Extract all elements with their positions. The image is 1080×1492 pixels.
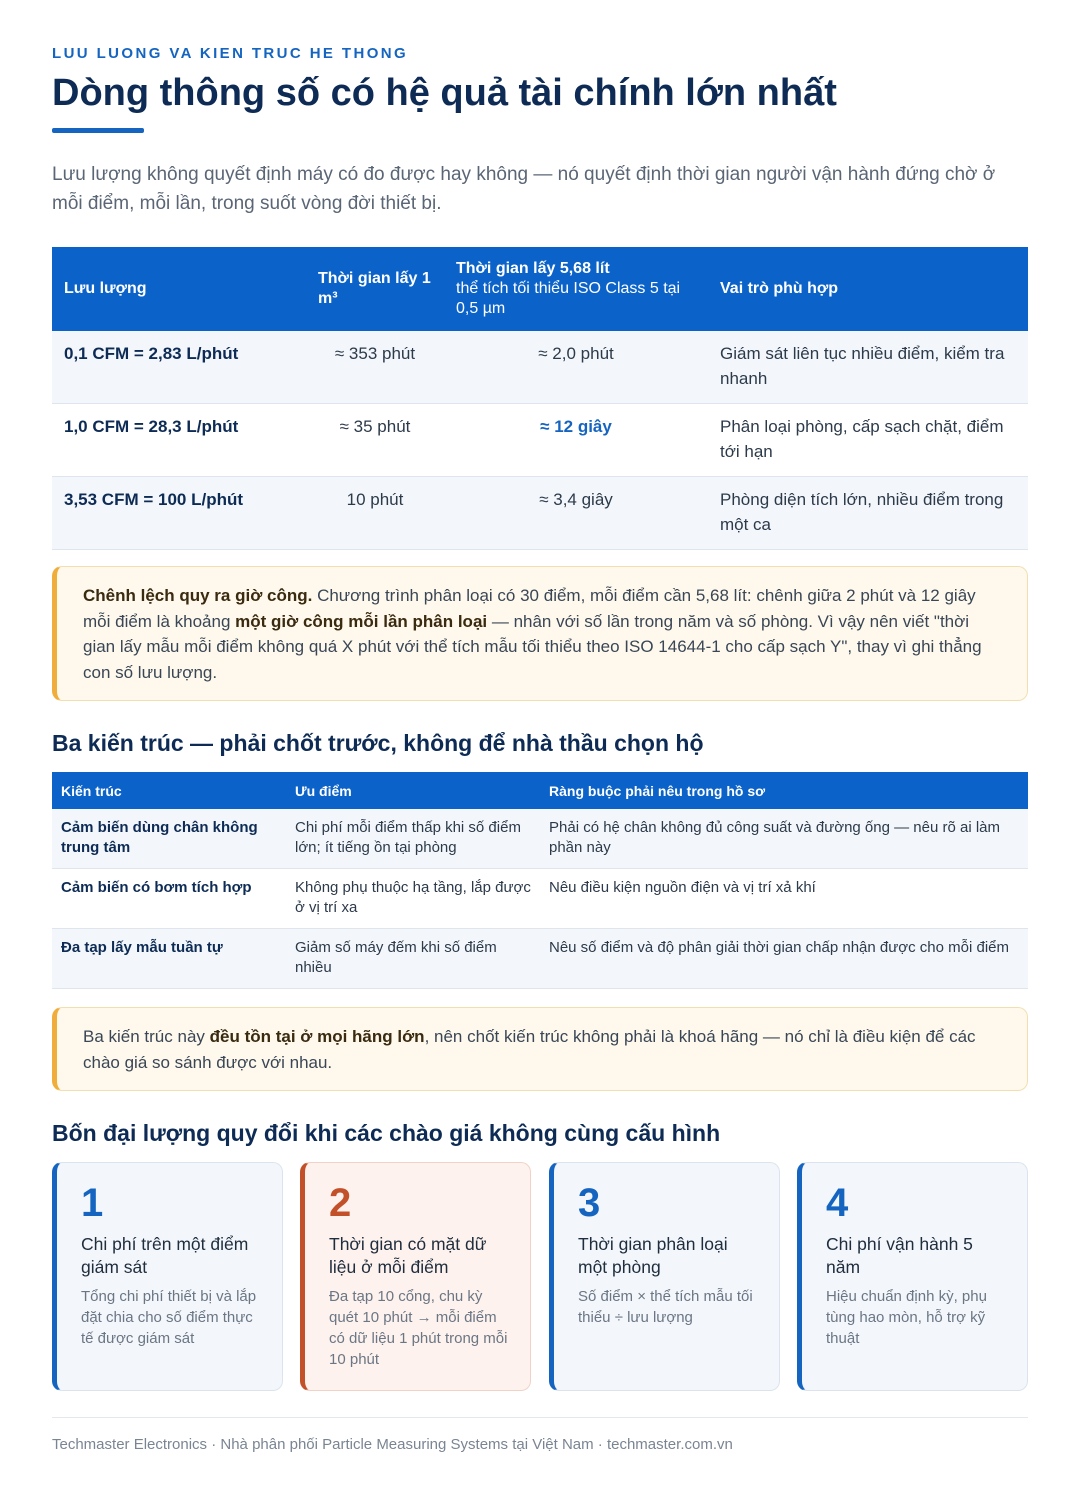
- conversion-heading: Bốn đại lượng quy đổi khi các chào giá không cùng cấu hình: [52, 1120, 721, 1146]
- table-row: [52, 404, 1028, 477]
- cell-architecture: Cảm biến có bơm tích hợp: [52, 869, 286, 929]
- cell-architecture: Cảm biến dùng chân không trung tâm: [52, 809, 286, 869]
- intro-paragraph: Lưu lượng không quyết định máy có đo được hay không — nó quyết định thời gian người vận hành đứng chờ ở mỗi điểm, mỗi lần, trong suốt vòng đời thiết bị.: [52, 164, 996, 214]
- card-title: Thời gian phân loại một phòng: [578, 1234, 728, 1277]
- metric-card: [52, 1162, 283, 1391]
- card-title: Chi phí trên một điểm giám sát: [81, 1234, 249, 1277]
- architecture-heading: Ba kiến trúc — phải chốt trước, không để nhà thầu chọn hộ: [52, 730, 704, 756]
- cell-pros: Không phụ thuộc hạ tầng, lắp được ở vị trí xa: [286, 869, 540, 929]
- header-pros: Ưu điểm: [286, 772, 540, 809]
- cell-time-568: ≈ 2,0 phút: [444, 331, 708, 404]
- card-title: Chi phí vận hành 5 năm: [826, 1234, 973, 1277]
- cell-role: Phòng diện tích lớn, nhiều điểm trong một ca: [708, 477, 1028, 550]
- table-row: [52, 929, 1028, 989]
- card-description: Hiệu chuẩn định kỳ, phụ tùng hao mòn, hỗ trợ kỹ thuật: [826, 1288, 987, 1347]
- flow-rate-table: [52, 247, 1028, 550]
- page-title: Dòng thông số có hệ quả tài chính lớn nhất: [52, 72, 837, 114]
- card-number: 2: [329, 1181, 352, 1225]
- cell-constraints: Nêu điều kiện nguồn điện và vị trí xả khí: [540, 869, 1028, 929]
- flow-table-header: [52, 247, 1028, 331]
- title-underline: [52, 128, 144, 133]
- header-architecture: Kiến trúc: [52, 772, 286, 809]
- cell-time-568-highlight: ≈ 12 giây: [444, 404, 708, 477]
- metric-card-highlighted: [300, 1162, 531, 1391]
- cell-pros: Chi phí mỗi điểm thấp khi số điểm lớn; ít tiếng ồn tại phòng: [286, 809, 540, 869]
- card-title: Thời gian có mặt dữ liệu ở mỗi điểm: [329, 1234, 487, 1277]
- cell-constraints: Phải có hệ chân không đủ công suất và đường ống — nêu rõ ai làm phần này: [540, 809, 1028, 869]
- cell-constraints: Nêu số điểm và độ phân giải thời gian chấp nhận được cho mỗi điểm: [540, 929, 1028, 989]
- table-row: [52, 331, 1028, 404]
- header-role: Vai trò phù hợp: [708, 247, 1028, 331]
- cell-time-1m3: ≈ 353 phút: [306, 331, 444, 404]
- header-time-568-title: Thời gian lấy 5,68 lít: [456, 260, 610, 277]
- callout-text: — nhân với số lần trong năm và số phòng. Vì vậy nên viết "thời gian lấy mẫu mỗi điểm không quá X phút với thể tích mẫu tối thiểu theo ISO 14644-1 cho cấp sạch Y", thay vì ghi thẳng con số lưu lượng.: [83, 611, 982, 682]
- cell-flow: 0,1 CFM = 2,83 L/phút: [52, 331, 306, 404]
- cell-flow: 1,0 CFM = 28,3 L/phút: [52, 404, 306, 477]
- footer-divider: [52, 1417, 1028, 1418]
- callout-bold-emphasis: đều tồn tại ở mọi hãng lớn: [209, 1027, 425, 1046]
- conversion-cards: [52, 1162, 1028, 1391]
- section-eyebrow: LUU LUONG VA KIEN TRUC HE THONG: [52, 45, 409, 62]
- metric-card: [797, 1162, 1028, 1391]
- cell-role: Phân loại phòng, cấp sạch chặt, điểm tới hạn: [708, 404, 1028, 477]
- architecture-table-header: [52, 772, 1028, 809]
- card-number: 3: [578, 1181, 601, 1225]
- callout-bold-lead: Chênh lệch quy ra giờ công.: [83, 586, 313, 605]
- card-description: Tổng chi phí thiết bị và lắp đặt chia cho số điểm thực tế được giám sát: [81, 1288, 257, 1347]
- header-constraints: Ràng buộc phải nêu trong hồ sơ: [540, 772, 1028, 809]
- header-time-568: [444, 247, 708, 331]
- callout-text: , nên chốt kiến trúc không phải là khoá hãng — nó chỉ là điều kiện để các chào giá so sánh được với nhau.: [83, 1027, 976, 1072]
- architecture-table: [52, 772, 1028, 989]
- cell-flow: 3,53 CFM = 100 L/phút: [52, 477, 306, 550]
- cell-architecture: Đa tạp lấy mẫu tuần tự: [52, 929, 286, 989]
- footer-text: Techmaster Electronics · Nhà phân phối Particle Measuring Systems tại Việt Nam · techmaster.com.vn: [52, 1436, 733, 1453]
- table-row: [52, 869, 1028, 929]
- card-number: 4: [826, 1181, 849, 1225]
- cell-time-1m3: ≈ 35 phút: [306, 404, 444, 477]
- labor-hours-callout: [52, 566, 1028, 701]
- card-number: 1: [81, 1181, 104, 1225]
- callout-bold-emphasis: một giờ công mỗi lần phân loại: [235, 611, 488, 631]
- header-time-1m3: Thời gian lấy 1 m³: [306, 247, 444, 331]
- table-row: [52, 809, 1028, 869]
- card-description: Số điểm × thể tích mẫu tối thiểu ÷ lưu lượng: [578, 1288, 753, 1326]
- cell-role: Giám sát liên tục nhiều điểm, kiểm tra nhanh: [708, 331, 1028, 404]
- table-row: [52, 477, 1028, 550]
- callout-text: Chương trình phân loại có 30 điểm, mỗi điểm cần 5,68 lít: chênh giữa 2 phút và 12 giây mỗi điểm là khoảng: [83, 586, 976, 631]
- callout-text: Ba kiến trúc này: [83, 1027, 210, 1046]
- header-flow: Lưu lượng: [52, 247, 306, 331]
- cell-time-568: ≈ 3,4 giây: [444, 477, 708, 550]
- card-description: Đa tạp 10 cổng, chu kỳ quét 10 phút → mỗi điểm có dữ liệu 1 phút trong mỗi 10 phút: [329, 1288, 508, 1368]
- cell-pros: Giảm số máy đếm khi số điểm nhiều: [286, 929, 540, 989]
- header-time-568-sub: thể tích tối thiểu ISO Class 5 tại 0,5 µm: [456, 280, 681, 317]
- metric-card: [549, 1162, 780, 1391]
- cell-time-1m3: 10 phút: [306, 477, 444, 550]
- vendor-lock-callout: [52, 1007, 1028, 1091]
